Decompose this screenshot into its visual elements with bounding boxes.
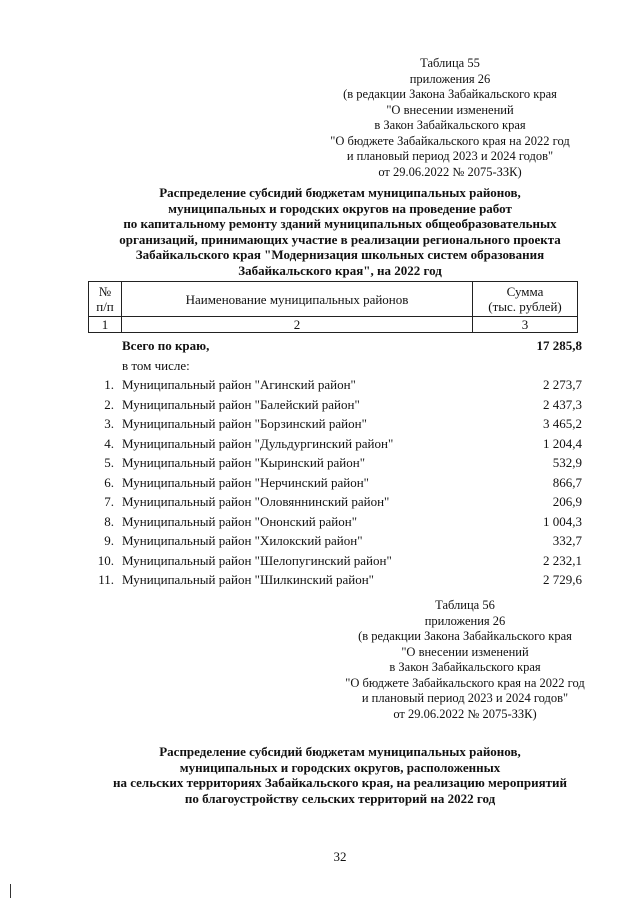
- title-line: муниципальных и городских округов на проведение работ: [168, 200, 512, 216]
- row-number: 2.: [104, 396, 114, 412]
- header-line: и плановый период 2023 и 2024 годов": [346, 149, 554, 163]
- table56-title: [80, 744, 600, 806]
- table55-column-headers: [88, 281, 578, 333]
- col-number: 3: [473, 317, 578, 333]
- row-name: Муниципальный район "Шелопугинский район": [122, 552, 392, 568]
- total-label: Всего по краю,: [122, 338, 210, 353]
- row-name: Муниципальный район "Оловяннинский район": [122, 494, 390, 509]
- including-row: [88, 356, 582, 376]
- table55-title: [80, 185, 600, 278]
- table55-body: [88, 336, 582, 590]
- table-row: [88, 375, 582, 395]
- header-line: Таблица 55: [420, 56, 480, 70]
- row-name: Муниципальный район "Дульдургинский район": [122, 435, 394, 451]
- row-name: Муниципальный район "Агинский район": [122, 377, 356, 392]
- title-line: по капитальному ремонту зданий муниципальных общеобразовательных: [123, 216, 557, 231]
- total-value: 17 285,8: [536, 338, 582, 353]
- row-value: 3 465,2: [543, 416, 582, 431]
- row-number: 5.: [104, 455, 114, 470]
- header-line: от 29.06.2022 № 2075-ЗЗК): [378, 164, 522, 179]
- table-row: [88, 551, 582, 571]
- row-number: 4.: [104, 435, 114, 451]
- table-row: [88, 492, 582, 512]
- col-header-num-line2: п/п: [96, 299, 114, 314]
- row-value: 332,7: [552, 533, 582, 548]
- row-number: 6.: [104, 474, 114, 490]
- row-value: 2 437,3: [543, 396, 582, 412]
- header-line: "О бюджете Забайкальского края на 2022 год: [330, 133, 570, 148]
- header-line: "О внесении изменений: [401, 644, 529, 659]
- title-line: Забайкальского края", на 2022 год: [238, 262, 442, 278]
- row-value: 866,7: [552, 474, 582, 490]
- header-line: (в редакции Закона Забайкальского края: [343, 87, 557, 101]
- title-line: по благоустройству сельских территорий на 2022 год: [184, 790, 496, 806]
- table-row: [88, 531, 582, 551]
- row-name: Муниципальный район "Нерчинский район": [122, 474, 369, 490]
- table55-header: [300, 56, 600, 180]
- row-name: Муниципальный район "Борзинский район": [122, 416, 367, 431]
- header-line: и плановый период 2023 и 2024 годов": [361, 691, 569, 705]
- row-value: 206,9: [552, 494, 582, 509]
- title-line: муниципальных и городских округов, расположенных: [179, 759, 501, 775]
- table-row: [88, 473, 582, 493]
- table-row: [88, 453, 582, 473]
- row-value: 1 004,3: [543, 513, 582, 529]
- header-line: "О внесении изменений: [386, 102, 514, 117]
- header-line: "О бюджете Забайкальского края на 2022 год: [345, 675, 585, 690]
- table-row: [88, 434, 582, 454]
- table-row: [88, 512, 582, 532]
- col-header-name: Наименование муниципальных районов: [122, 282, 473, 317]
- title-line: Распределение субсидий бюджетам муниципальных районов,: [159, 185, 521, 200]
- row-value: 2 729,6: [543, 572, 582, 587]
- col-number: 1: [89, 317, 122, 333]
- table-row: [88, 395, 582, 415]
- header-line: приложения 26: [424, 613, 506, 628]
- row-number: 7.: [104, 494, 114, 509]
- header-line: (в редакции Закона Забайкальского края: [358, 629, 572, 643]
- row-name: Муниципальный район "Хилокский район": [122, 533, 363, 548]
- row-value: 2 232,1: [543, 552, 582, 568]
- row-number: 9.: [104, 533, 114, 548]
- row-number: 3.: [104, 416, 114, 431]
- row-value: 1 204,4: [543, 435, 582, 451]
- header-line: приложения 26: [409, 71, 491, 86]
- row-number: 10.: [97, 552, 114, 568]
- row-value: 532,9: [552, 455, 582, 470]
- header-line: в Закон Забайкальского края: [374, 118, 526, 132]
- col-header-num-line1: №: [98, 284, 112, 299]
- row-number: 8.: [104, 513, 114, 529]
- row-name: Муниципальный район "Кыринский район": [122, 455, 366, 470]
- col-number: 2: [122, 317, 473, 333]
- col-header-sum-line1: Сумма: [506, 284, 544, 299]
- header-line: Таблица 56: [435, 598, 495, 612]
- table-row: [88, 570, 582, 590]
- page-number: 32: [333, 849, 347, 864]
- header-line: в Закон Забайкальского края: [389, 660, 541, 674]
- row-name: Муниципальный район "Шилкинский район": [122, 572, 374, 587]
- total-row: [88, 336, 582, 356]
- row-name: Муниципальный район "Ононский район": [122, 513, 358, 529]
- col-header-sum-line2: (тыс. рублей): [488, 299, 562, 314]
- row-value: 2 273,7: [543, 377, 582, 392]
- header-line: от 29.06.2022 № 2075-ЗЗК): [393, 706, 537, 721]
- title-line: Распределение субсидий бюджетам муниципальных районов,: [159, 744, 521, 759]
- row-number: 11.: [98, 572, 114, 587]
- including-label: в том числе:: [122, 357, 190, 373]
- col-header-num: [89, 282, 122, 317]
- table56-header: [315, 598, 615, 722]
- row-name: Муниципальный район "Балейский район": [122, 396, 360, 412]
- row-number: 1.: [104, 377, 114, 392]
- col-header-sum: [473, 282, 578, 317]
- margin-mark: [10, 884, 11, 898]
- title-line: организаций, принимающих участие в реализации регионального проекта: [119, 231, 561, 247]
- title-line: Забайкальского края "Модернизация школьных систем образования: [135, 247, 545, 262]
- table-row: [88, 414, 582, 434]
- title-line: на сельских территориях Забайкальского края, на реализацию мероприятий: [112, 775, 568, 790]
